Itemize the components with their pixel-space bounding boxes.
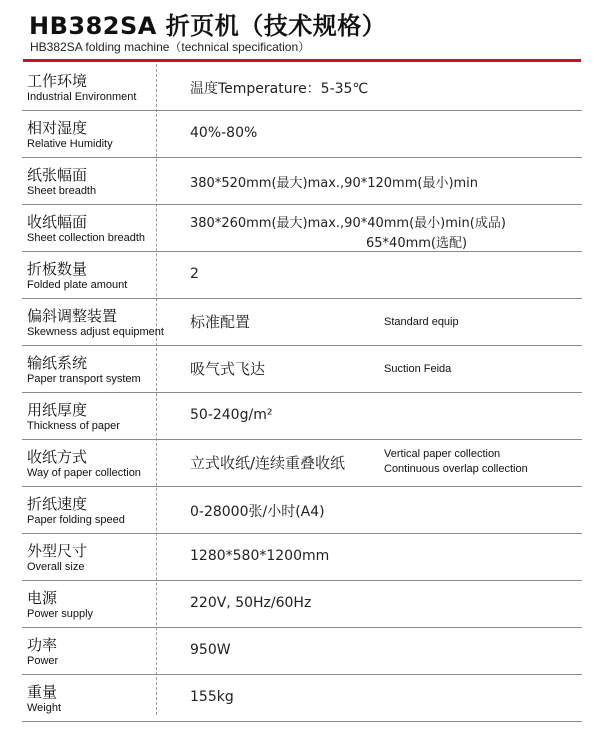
spec-value: 50-240g/m² — [190, 407, 273, 423]
spec-note: Standard equip — [384, 316, 459, 328]
spec-label-en: Thickness of paper — [27, 420, 120, 432]
spec-label-en: Folded plate amount — [27, 279, 128, 291]
spec-label-en: Sheet collection breadth — [27, 232, 146, 244]
spec-row-power-supply — [22, 581, 582, 628]
spec-label-zh: 纸张幅面 — [27, 166, 88, 184]
spec-label-zh: 外型尺寸 — [27, 542, 88, 560]
spec-label-zh: 重量 — [27, 683, 58, 701]
spec-note: Suction Feida — [384, 363, 452, 375]
spec-row-folding-speed — [22, 487, 582, 534]
title-divider — [23, 59, 581, 62]
spec-value: 2 — [190, 266, 199, 282]
spec-value: 1280*580*1200mm — [190, 548, 330, 564]
spec-label-en: Power — [27, 655, 59, 667]
spec-value: 950W — [190, 642, 231, 658]
spec-row-paper-thickness — [22, 393, 582, 440]
spec-table — [22, 64, 582, 722]
spec-row-overall-size — [22, 534, 582, 581]
spec-label-zh: 功率 — [27, 636, 58, 654]
spec-label-en: Weight — [27, 702, 62, 714]
spec-value-optional: 65*40mm(选配) — [366, 236, 468, 251]
spec-row-paper-collection — [22, 440, 582, 487]
spec-label-zh: 相对湿度 — [27, 119, 88, 137]
spec-label-zh: 输纸系统 — [27, 354, 88, 372]
spec-note: Continuous overlap collection — [384, 463, 528, 475]
spec-label-en: Industrial Environment — [27, 91, 137, 103]
spec-row-paper-transport — [22, 346, 582, 393]
spec-row-environment — [22, 64, 582, 111]
page-title: HB382SA 折页机（技术规格） — [29, 12, 387, 40]
spec-row-humidity — [22, 111, 582, 158]
spec-label-en: Overall size — [27, 561, 85, 573]
spec-row-power — [22, 628, 582, 675]
spec-label-zh: 电源 — [27, 589, 58, 607]
spec-value: 标准配置 — [190, 313, 251, 331]
page-subtitle: HB382SA folding machine（technical specification） — [30, 40, 311, 54]
spec-label-en: Paper transport system — [27, 373, 141, 385]
spec-label-zh: 工作环境 — [27, 72, 88, 90]
spec-label-en: Skewness adjust equipment — [27, 326, 164, 338]
spec-value: 温度Temperature：5-35℃ — [190, 81, 369, 97]
spec-value: 220V, 50Hz/60Hz — [190, 595, 312, 611]
spec-label-en: Relative Humidity — [27, 138, 113, 150]
spec-label-en: Paper folding speed — [27, 514, 125, 526]
spec-value: 吸气式飞达 — [190, 360, 266, 378]
spec-label-zh: 收纸方式 — [27, 448, 88, 466]
spec-label-zh: 折纸速度 — [27, 495, 88, 513]
spec-label-zh: 收纸幅面 — [27, 213, 88, 231]
spec-label-zh: 折板数量 — [27, 260, 88, 278]
spec-label-en: Way of paper collection — [27, 467, 141, 479]
spec-row-folded-plates — [22, 252, 582, 299]
spec-value: 380*260mm(最大)max.,90*40mm(最小)min(成品) — [190, 216, 506, 231]
spec-value: 0-28000张/小时(A4) — [190, 504, 325, 520]
spec-label-en: Power supply — [27, 608, 94, 620]
spec-value: 立式收纸/连续重叠收纸 — [190, 454, 346, 472]
spec-note: Vertical paper collection — [384, 448, 501, 460]
spec-value: 40%-80% — [190, 125, 258, 141]
spec-label-zh: 用纸厚度 — [27, 401, 88, 419]
spec-label-en: Sheet breadth — [27, 185, 97, 197]
spec-row-collection-breadth — [22, 205, 582, 252]
header — [0, 0, 600, 62]
spec-row-skewness — [22, 299, 582, 346]
spec-row-weight — [22, 675, 582, 722]
spec-value: 380*520mm(最大)max.,90*120mm(最小)min — [190, 176, 479, 191]
spec-value: 155kg — [190, 689, 234, 705]
spec-label-zh: 偏斜调整装置 — [27, 307, 118, 325]
spec-row-sheet-breadth — [22, 158, 582, 205]
